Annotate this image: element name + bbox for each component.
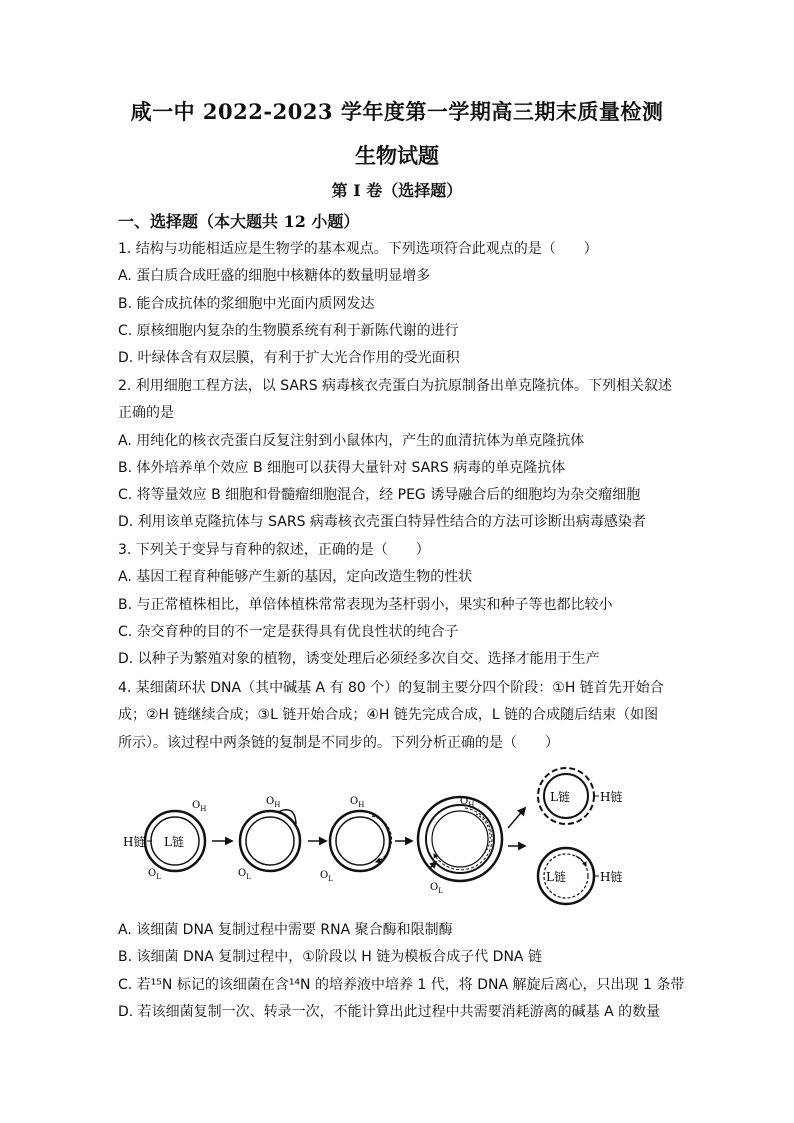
question-4-options <box>118 917 685 1026</box>
option-a: A. 该细菌 DNA 复制过程中需要 RNA 聚合酶和限制酶 <box>118 922 453 938</box>
option-d: D. 以种子为繁殖对象的植物，诱变处理后必须经多次自交、选择才能用于生产 <box>118 651 600 668</box>
ol-label: $O_L$ <box>320 870 333 883</box>
question-2 <box>118 373 678 537</box>
ol-label: $O_L$ <box>238 868 251 881</box>
oh-label: $O_H$ <box>350 796 365 809</box>
question-stem-cont: 成；②H 链继续合成；③L 链开始合成；④H 链先完成合成，L 链的合成随后结束（如图 <box>118 707 659 724</box>
oh-label: $O_H$ <box>266 796 281 809</box>
option-a: A. 蛋白质合成旺盛的细胞中核糖体的数量明显增多 <box>118 268 431 285</box>
question-stem-cont: 正确的是 <box>118 405 174 422</box>
question-1 <box>118 236 678 372</box>
question-3 <box>118 537 678 673</box>
oh-label: $O_H$ <box>192 800 207 813</box>
option-c: C. 若¹⁵N 标记的该细菌在含¹⁴N 的培养液中培养 1 代，将 DNA 解旋后离心，只出现 1 条带 <box>118 976 685 993</box>
product-circle-1 <box>538 768 622 824</box>
question-stem: 3. 下列关于变异与育种的叙述，正确的是（ ） <box>118 542 430 558</box>
option-b: B. 与正常植株相比，单倍体植株常常表现为茎杆弱小，果实和种子等也都比较小 <box>118 596 613 613</box>
stage-3-circle <box>320 796 391 883</box>
option-d: D. 若该细菌复制一次、转录一次，不能计算出此过程中共需要消耗游离的碱基 A 的数量 <box>118 1003 661 1020</box>
product-circle-2 <box>538 848 622 904</box>
exam-subtitle: 生物试题 <box>355 143 439 168</box>
question-stem: 1. 结构与功能相适应是生物学的基本观点。下列选项符合此观点的是（ ） <box>118 241 598 257</box>
part-title: 第 I 卷（选择题） <box>331 181 463 200</box>
stage-4-circle <box>418 796 502 895</box>
option-c: C. 杂交育种的目的不一定是获得具有优良性状的纯合子 <box>118 623 459 640</box>
option-d: D. 叶绿体含有双层膜，有利于扩大光合作用的受光面积 <box>118 350 460 367</box>
option-b: B. 体外培养单个效应 B 细胞可以获得大量针对 SARS 病毒的单克隆抗体 <box>118 459 566 476</box>
l-chain-label: L链 <box>546 870 566 884</box>
question-stem-cont: 所示）。该过程中两条链的复制是不同步的。下列分析正确的是（ ） <box>118 734 559 751</box>
section-heading: 一、选择题（本大题共 12 小题） <box>118 212 360 231</box>
l-chain-label: L链 <box>550 790 570 804</box>
h-chain-label: H链 <box>123 835 146 849</box>
question-stem: 4. 某细菌环状 DNA（其中碱基 A 有 80 个）的复制主要分四个阶段：①H 链首先开始合 <box>118 680 664 696</box>
question-stem: 2. 利用细胞工程方法，以 SARS 病毒核衣壳蛋白为抗原制备出单克隆抗体。下列相关叙述 <box>118 378 673 394</box>
oh-label: $O_H$ <box>460 796 475 809</box>
question-4 <box>118 675 678 757</box>
ol-label: $O_L$ <box>430 882 443 895</box>
split-arrow-up <box>508 808 525 828</box>
dna-replication-figure <box>120 766 640 916</box>
option-a: A. 基因工程育种能够产生新的基因，定向改造生物的性状 <box>118 569 473 586</box>
option-a: A. 用纯化的核衣壳蛋白反复注射到小鼠体内，产生的血清抗体为单克隆抗体 <box>118 432 585 449</box>
l-chain-label: L链 <box>164 835 184 849</box>
option-d: D. 利用该单克隆抗体与 SARS 病毒核衣壳蛋白特异性结合的方法可诊断出病毒感染者 <box>118 514 646 531</box>
h-chain-label: H链 <box>600 790 623 804</box>
option-c: C. 将等量效应 B 细胞和骨髓瘤细胞混合，经 PEG 诱导融合后的细胞均为杂交瘤细胞 <box>118 487 641 504</box>
option-c: C. 原核细胞内复杂的生物膜系统有利于新陈代谢的进行 <box>118 322 459 339</box>
option-b: B. 该细菌 DNA 复制过程中，①阶段以 H 链为模板合成子代 DNA 链 <box>118 949 542 966</box>
option-b: B. 能合成抗体的浆细胞中光面内质网发达 <box>118 295 375 312</box>
h-chain-label: H链 <box>600 870 623 884</box>
stage-1-circle <box>123 800 206 881</box>
exam-title: 咸一中 2022-2023 学年度第一学期高三期末质量检测 <box>130 99 664 124</box>
stage-2-circle <box>238 796 300 881</box>
ol-label: $O_L$ <box>148 868 161 881</box>
